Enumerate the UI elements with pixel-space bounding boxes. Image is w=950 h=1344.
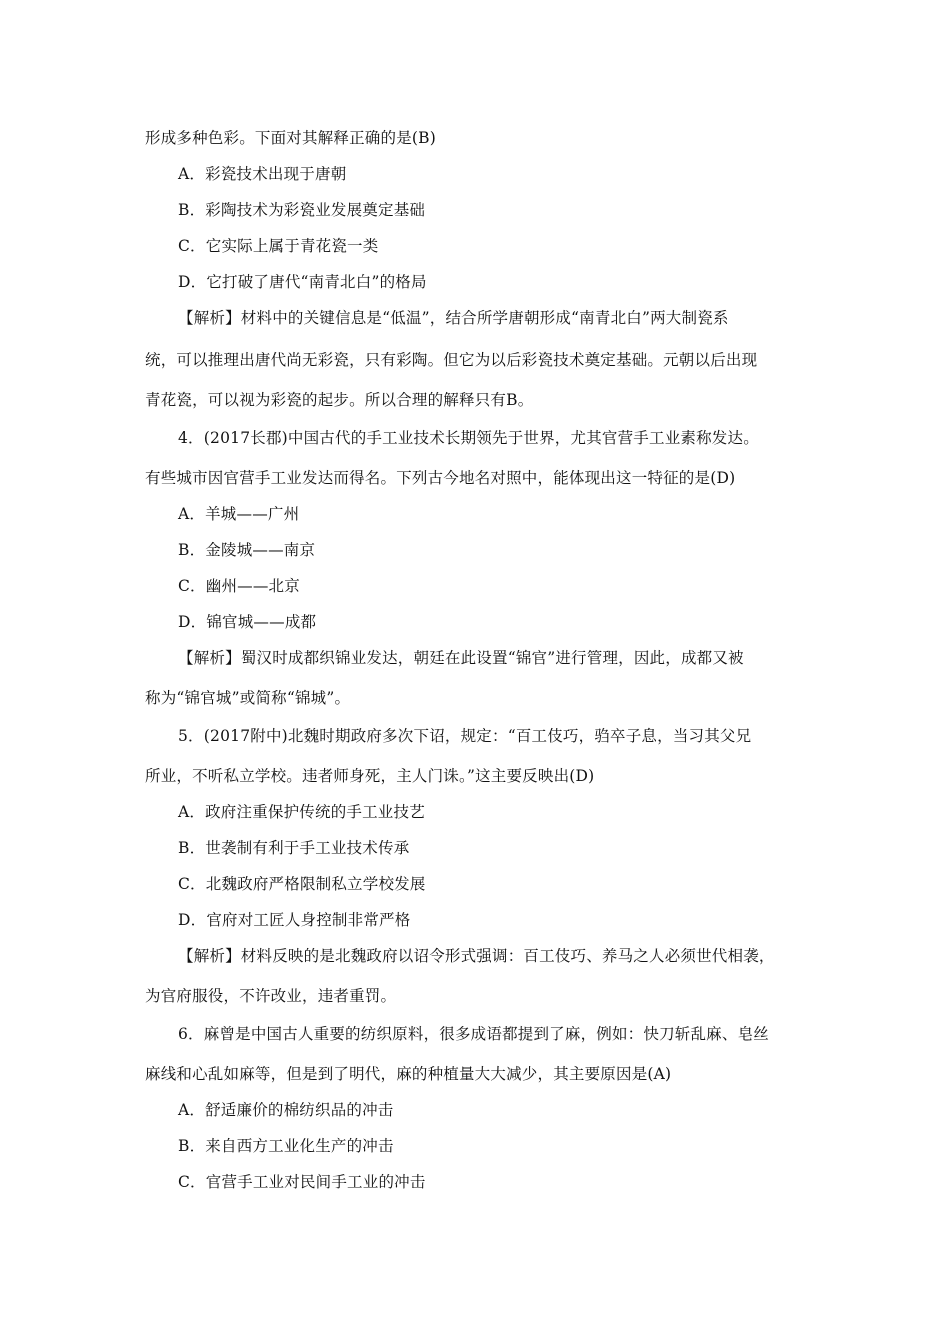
question-6-stem-cont: 麻线和心乱如麻等，但是到了明代，麻的种植量大大减少，其主要原因是(A) bbox=[145, 1065, 672, 1083]
question-5-option-a: A．政府注重保护传统的手工业技艺 bbox=[178, 803, 425, 821]
question-6-stem: 6．麻曾是中国古人重要的纺织原料，很多成语都提到了麻，例如：快刀斩乱麻、皂丝 bbox=[178, 1025, 769, 1043]
question-5-stem-cont: 所业，不听私立学校。违者师身死，主人门诛。”这主要反映出(D) bbox=[145, 767, 595, 785]
question-6-option-a: A．舒适廉价的棉纺织品的冲击 bbox=[178, 1101, 394, 1119]
question-3-analysis-cont: 青花瓷，可以视为彩瓷的起步。所以合理的解释只有B。 bbox=[145, 391, 534, 409]
question-3-option-a: A．彩瓷技术出现于唐朝 bbox=[178, 165, 347, 183]
question-4-analysis: 【解析】蜀汉时成都织锦业发达，朝廷在此设置“锦官”进行管理，因此，成都又被 bbox=[178, 649, 744, 667]
question-5-analysis-cont: 为官府服役，不许改业，违者重罚。 bbox=[145, 987, 397, 1005]
question-3-option-b: B．彩陶技术为彩瓷业发展奠定基础 bbox=[178, 201, 426, 219]
question-4-option-c: C．幽州——北京 bbox=[178, 577, 300, 595]
question-3-analysis: 【解析】材料中的关键信息是“低温”，结合所学唐朝形成“南青北白”两大制瓷系 bbox=[178, 309, 729, 327]
question-4-stem: 4．(2017长郡)中国古代的手工业技术长期领先于世界，尤其官营手工业素称发达。 bbox=[178, 429, 759, 447]
question-4-option-a: A．羊城——广州 bbox=[178, 505, 300, 523]
question-4-option-d: D．锦官城——成都 bbox=[178, 613, 317, 631]
question-6-option-b: B．来自西方工业化生产的冲击 bbox=[178, 1137, 394, 1155]
question-6-option-c: C．官营手工业对民间手工业的冲击 bbox=[178, 1173, 426, 1191]
question-3-option-d: D．它打破了唐代“南青北白”的格局 bbox=[178, 273, 427, 291]
question-4-stem-cont: 有些城市因官营手工业发达而得名。下列古今地名对照中，能体现出这一特征的是(D) bbox=[145, 469, 736, 487]
question-5-option-c: C．北魏政府严格限制私立学校发展 bbox=[178, 875, 426, 893]
question-5-option-b: B．世袭制有利于手工业技术传承 bbox=[178, 839, 410, 857]
question-5-stem: 5．(2017附中)北魏时期政府多次下诏，规定：“百工伎巧，驺卒子息，当习其父兄 bbox=[178, 727, 752, 745]
question-4-analysis-cont: 称为“锦官城”或简称“锦城”。 bbox=[145, 689, 351, 707]
question-3-stem-end: 形成多种色彩。下面对其解释正确的是(B) bbox=[145, 129, 436, 147]
question-5-option-d: D．官府对工匠人身控制非常严格 bbox=[178, 911, 411, 929]
question-3-analysis-cont: 统，可以推理出唐代尚无彩瓷，只有彩陶。但它为以后彩瓷技术奠定基础。元朝以后出现 bbox=[145, 351, 758, 369]
question-5-analysis: 【解析】材料反映的是北魏政府以诏令形式强调：百工伎巧、养马之人必须世代相袭， bbox=[178, 947, 775, 965]
question-3-option-c: C．它实际上属于青花瓷一类 bbox=[178, 237, 379, 255]
question-4-option-b: B．金陵城——南京 bbox=[178, 541, 316, 559]
